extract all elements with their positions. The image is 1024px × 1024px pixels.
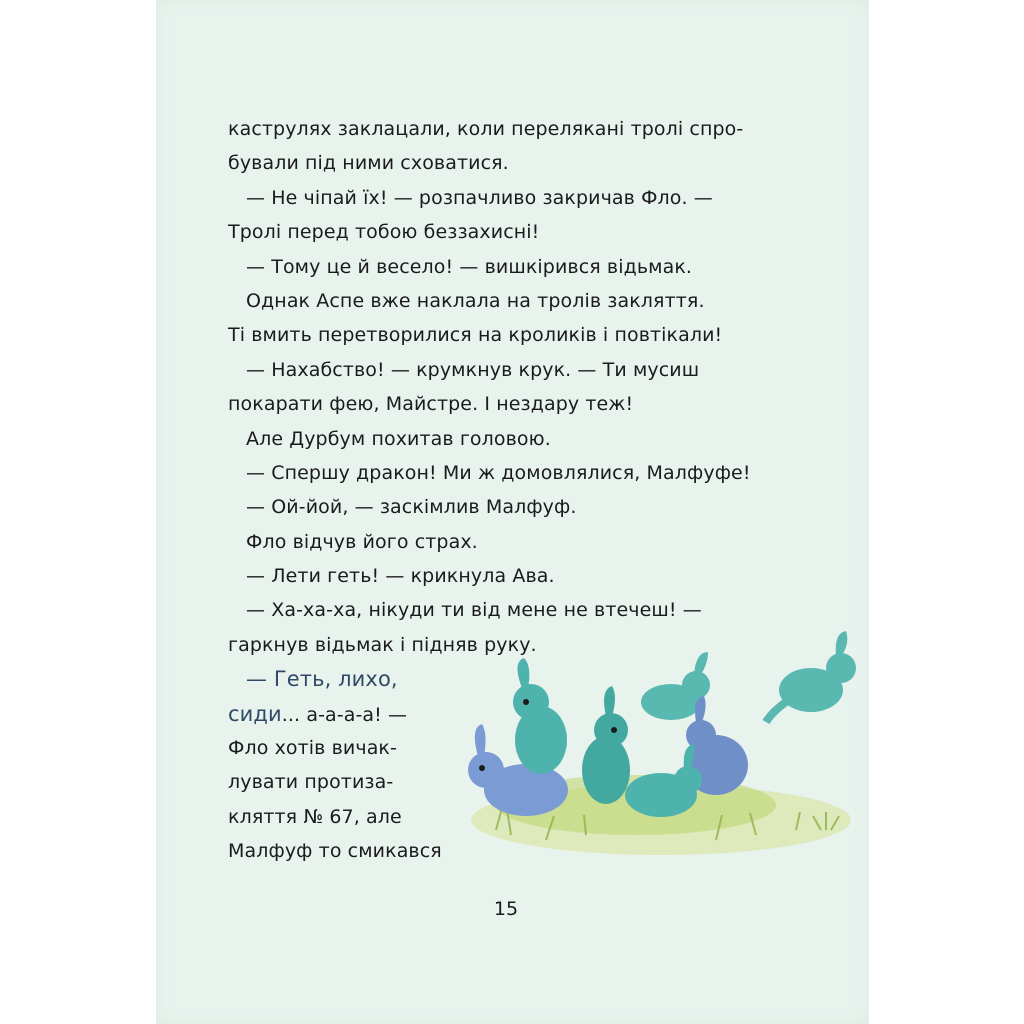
rabbit-teal-front	[625, 744, 702, 817]
text-line: — Ха-ха-ха, нікуди ти від мене не втечеш! —	[246, 599, 702, 622]
text-line: Тролі перед тобою беззахисні!	[228, 221, 540, 244]
rabbit-teal-sitting	[513, 658, 567, 774]
text-line: — Ой-йой, — заскімлив Малфуф.	[246, 496, 577, 519]
text-line: — Тому це й весело! — вишкірився відьмак.	[246, 255, 693, 278]
text-line: — Лети геть! — крикнула Ава.	[246, 565, 555, 588]
book-page	[156, 0, 869, 1024]
rabbit-teal-center	[582, 686, 630, 804]
wrapped-text-line: Фло хотів вичак-	[228, 737, 397, 760]
rabbits-illustration	[456, 630, 866, 860]
text-line: Фло відчув його страх.	[246, 530, 478, 553]
spell-continuation: ... а-а-а-а! —	[281, 703, 408, 726]
text-line: каструлях заклацали, коли перелякані тролі спро-	[228, 118, 744, 140]
text-line: Ті вмить перетворилися на кроликів і повтікали!	[228, 324, 723, 347]
wrapped-text-line: кляття № 67, але	[228, 805, 402, 828]
text-line: Однак Аспе вже наклала на тролів закляття.	[246, 289, 705, 312]
text-line: Але Дурбум похитав головою.	[246, 427, 551, 450]
spell-word: сиди	[228, 701, 282, 726]
text-line: — Не чіпай їх! — розпачливо закричав Фло. —	[246, 186, 713, 209]
text-line: покарати фею, Майстре. І нездару теж!	[228, 393, 634, 416]
wrapped-text-line: лувати протиза-	[228, 771, 394, 794]
paragraph-lines	[228, 112, 788, 662]
page-number: 15	[493, 898, 519, 920]
wrapped-text-line: Малфуф то смикався	[228, 840, 442, 863]
text-line: — Нахабство! — крумкнув крук. — Ти мусиш	[246, 358, 700, 381]
text-line: гаркнув відьмак і підняв руку.	[228, 633, 537, 656]
spell-text: — Геть, лихо,	[246, 667, 398, 692]
rabbit-leaping-right	[766, 631, 856, 722]
text-line: — Спершу дракон! Ми ж домовлялися, Малфуфе!	[246, 461, 751, 484]
text-line: бували під ними сховатися.	[228, 152, 509, 175]
